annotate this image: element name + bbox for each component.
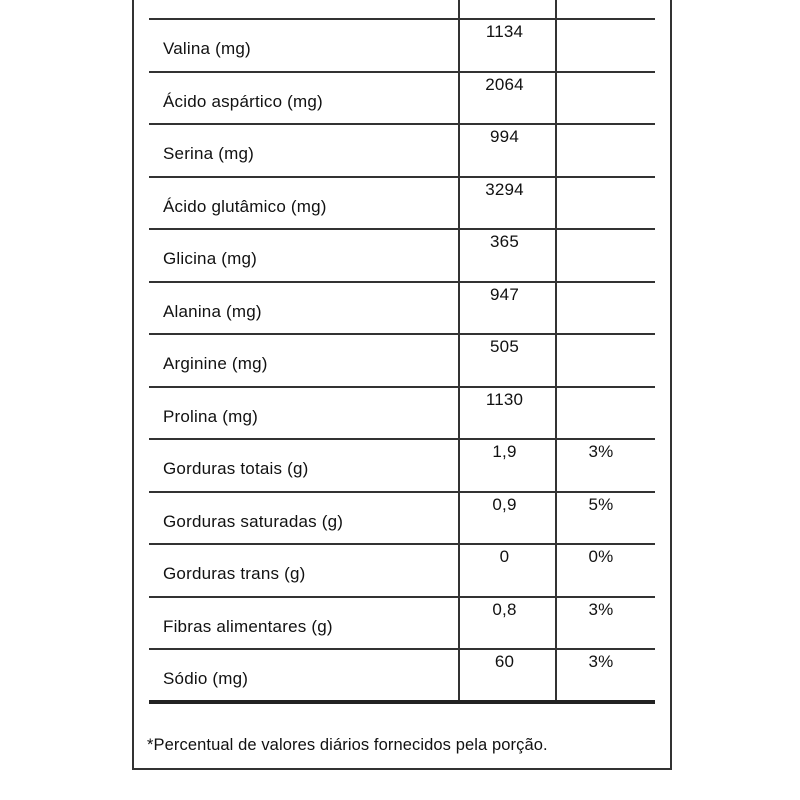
nutrient-daily-value [556,177,655,230]
nutrient-name: Gorduras saturadas (g) [149,492,459,545]
nutrient-quantity: 60 [459,649,556,702]
nutrient-daily-value: 3% [556,649,655,702]
nutrient-name: Ácido aspártico (mg) [149,72,459,125]
nutrient-daily-value: 5% [556,492,655,545]
footnote: *Percentual de valores diários fornecidos pela porção. [147,736,548,754]
nutrient-daily-value [556,124,655,177]
nutrient-daily-value [556,282,655,335]
nutrient-quantity: 3294 [459,177,556,230]
table-row [149,439,655,492]
nutrient-name: Valina (mg) [149,19,459,72]
nutrient-daily-value [556,72,655,125]
nutrient-daily-value: 3% [556,439,655,492]
nutrient-name: Sódio (mg) [149,649,459,702]
nutrient-daily-value: 0% [556,544,655,597]
table-row [149,387,655,440]
table-row [149,177,655,230]
nutrition-table-body [149,19,655,702]
column-divider-top-qty [458,0,460,18]
nutrient-name: Alanina (mg) [149,282,459,335]
table-row [149,72,655,125]
nutrient-quantity: 0,8 [459,597,556,650]
nutrient-quantity: 505 [459,334,556,387]
table-row [149,229,655,282]
nutrient-quantity: 0,9 [459,492,556,545]
nutrient-daily-value [556,334,655,387]
nutrient-quantity: 365 [459,229,556,282]
table-row [149,19,655,72]
table-row [149,544,655,597]
nutrient-name: Prolina (mg) [149,387,459,440]
nutrient-daily-value [556,19,655,72]
table-row [149,597,655,650]
table-row [149,124,655,177]
column-divider-top-vd [555,0,557,18]
nutrient-quantity: 0 [459,544,556,597]
table-row [149,649,655,702]
nutrient-name: Gorduras totais (g) [149,439,459,492]
nutrient-name: Glicina (mg) [149,229,459,282]
nutrient-quantity: 994 [459,124,556,177]
nutrient-name: Ácido glutâmico (mg) [149,177,459,230]
nutrient-quantity: 1130 [459,387,556,440]
nutrient-name: Serina (mg) [149,124,459,177]
nutrient-daily-value [556,387,655,440]
table-row [149,334,655,387]
nutrient-quantity: 1134 [459,19,556,72]
table-row [149,492,655,545]
nutrient-daily-value [556,229,655,282]
nutrient-name: Arginine (mg) [149,334,459,387]
nutrient-quantity: 1,9 [459,439,556,492]
nutrient-daily-value: 3% [556,597,655,650]
nutrient-quantity: 2064 [459,72,556,125]
nutrition-table [149,18,655,704]
nutrient-name: Fibras alimentares (g) [149,597,459,650]
table-row [149,282,655,335]
nutrient-quantity: 947 [459,282,556,335]
nutrient-name: Gorduras trans (g) [149,544,459,597]
